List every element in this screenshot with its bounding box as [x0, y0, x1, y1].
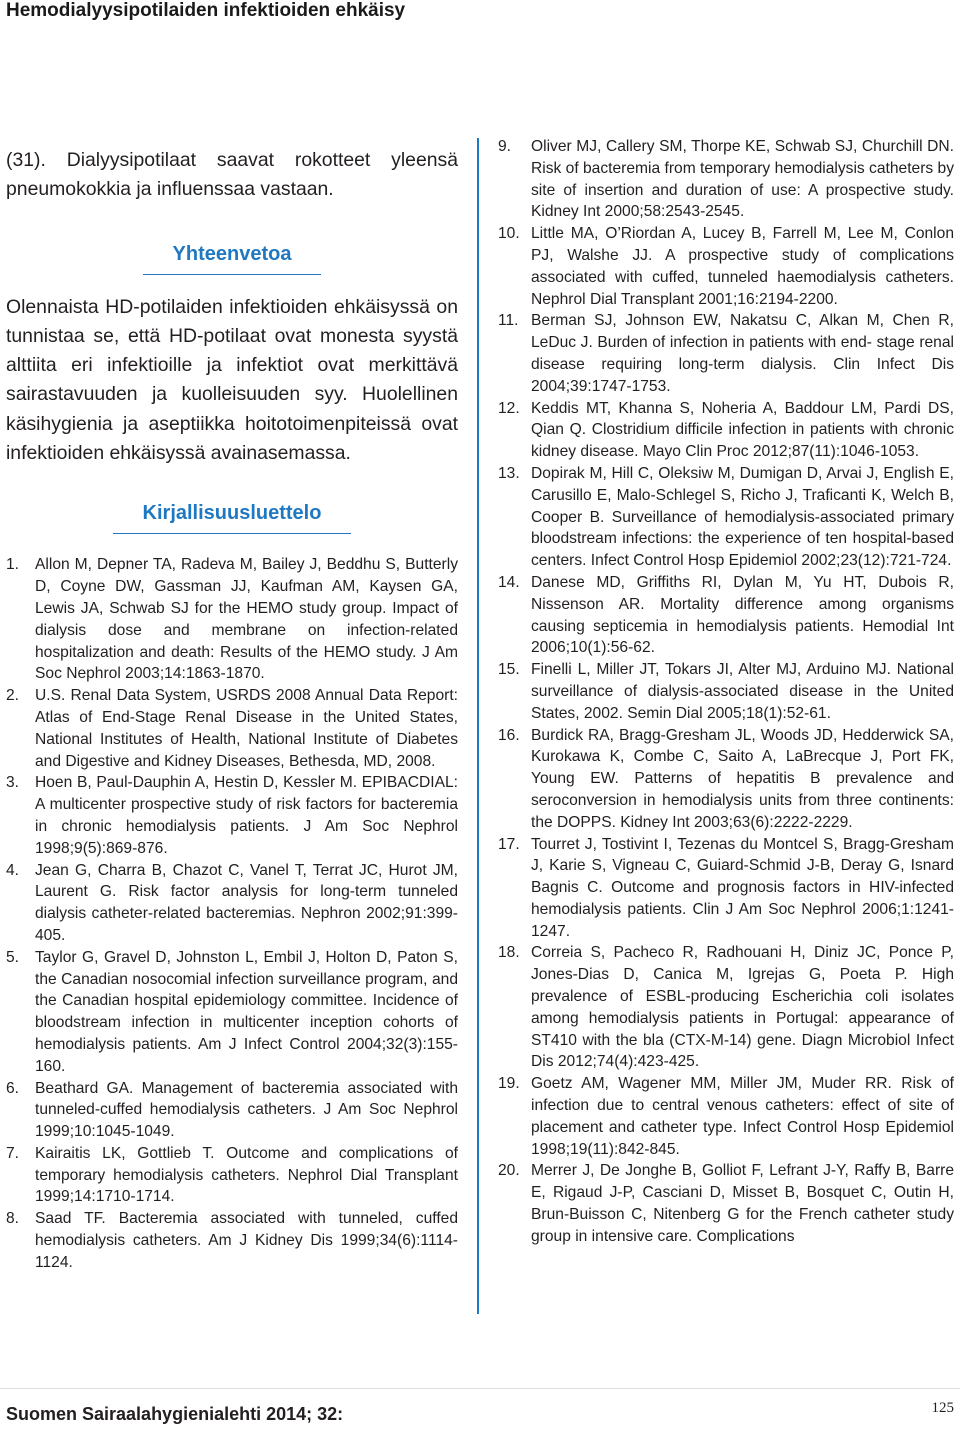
running-title: Hemodialyysipotilaiden infektioiden ehkäisy — [6, 0, 406, 21]
page-number: 125 — [931, 1400, 954, 1416]
reference-item: 9. Oliver MJ, Callery SM, Thorpe KE, Schwab SJ, Churchill DN. Risk of bacteremia from temporary hemodialysis catheters by site of insertion and duration of use: A prospective study. Kidney Int 2000;58:2543-2545. — [498, 138, 954, 221]
reference-list-right — [498, 136, 954, 1248]
summary-paragraph: Olennaista HD-potilaiden infektioiden ehkäisyssä on tunnistaa se, että HD-potilaat ovat monesta syystä alttiita eri infektioille ja infektiot ovat merkittävä sairastavuuden ja kuolleisuuden syy. Huolellinen käsihygienia ja aseptiikka hoitotoimenpiteissä ovat infektioiden ehkäisyssä avainasemassa. — [6, 295, 458, 465]
column-divider — [477, 138, 479, 1314]
journal-footer: Suomen Sairaalahygienialehti 2014; 32: — [6, 1404, 344, 1424]
reference-item: 8. Saad TF. Bacteremia associated with tunneled, cuffed hemodialysis catheters. Am J Kidney Dis 1999;34(6):1114-1124. — [6, 1210, 458, 1271]
reference-item: 3. Hoen B, Paul-Dauphin A, Hestin D, Kessler M. EPIBACDIAL: A multicenter prospective study of risk factors for bacteremia in chronic hemodialysis patients. J Am Soc Nephrol 1998;9(5):869-876. — [6, 774, 458, 857]
reference-item: 13. Dopirak M, Hill C, Oleksiw M, Dumigan D, Arvai J, English E, Carusillo E, Malo-Schlegel S, Richo J, Traficanti K, Welch B, Cooper B. Surveillance of hemodialysis-associated primary bloodstream infections: the experience of ten hospital-based centers. Infect Control Hosp Epidemiol 2002;23(12):721-724. — [498, 464, 954, 570]
summary-heading: Yhteenvetoa — [6, 243, 458, 275]
reference-item: 5. Taylor G, Gravel D, Johnston L, Embil J, Holton D, Paton S, the Canadian nosocomial infection surveillance program, and the Canadian hospital epidemiology committee. Incidence of bloodstream infection in multicenter inception cohorts of hemodialysis patients. Am J Infect Control 2004;32(3):155-160. — [6, 948, 458, 1075]
references-heading: Kirjallisuusluettelo — [6, 502, 458, 534]
reference-item: 17. Tourret J, Tostivint I, Tezenas du Montcel S, Bragg-Gresham J, Karie S, Vigneau C, Guiard-Schmid J-B, Deray G, Isnard Bagnis C. Outcome and prognosis factors in HIV-infected hemodialysis patients. Clin J Am Soc Nephrol 2006;1:1241-1247. — [498, 835, 954, 940]
reference-item: 2. U.S. Renal Data System, USRDS 2008 Annual Data Report: Atlas of End-Stage Renal Disease in the United States, National Institutes of Health, National Institute of Diabetes and Digestive and Kidney Diseases, Bethesda, MD, 2008. — [6, 687, 458, 770]
reference-item: 14. Danese MD, Griffiths RI, Dylan M, Yu HT, Dubois R, Nissenson AR. Mortality difference among organisms causing septicemia in hemodialysis patients. Hemodial Int 2006;10(1):56-62. — [498, 573, 954, 657]
intro-paragraph: (31). Dialyysipotilaat saavat rokotteet yleensä pneumokokkia ja influenssaa vastaan. — [6, 149, 458, 201]
reference-item: 19. Goetz AM, Wagener MM, Miller JM, Muder RR. Risk of infection due to central venous catheters: effect of site of placement and catheter type. Infect Control Hosp Epidemiol 1998;19(11):842-845. — [498, 1075, 954, 1158]
reference-item: 1. Allon M, Depner TA, Radeva M, Bailey J, Beddhu S, Butterly D, Coyne DW, Gassman JJ, Kaufman AM, Kaysen GA, Lewis JA, Schwab SJ for the HEMO study group. Impact of dialysis dose and membrane on infection-related hospitalization and death: Results of the HEMO study. J Am Soc Nephrol 2003;14:1863-1870. — [6, 556, 458, 683]
reference-item: 15. Finelli L, Miller JT, Tokars JI, Alter MJ, Arduino MJ. National surveillance of dialysis-associated disease in the United States, 2002. Semin Dial 2005;18(1):52-61. — [498, 661, 954, 722]
reference-list-left — [6, 554, 458, 1273]
reference-item: 20. Merrer J, De Jonghe B, Golliot F, Lefrant J-Y, Raffy B, Barre E, Rigaud J-P, Casciani D, Misset B, Bosquet C, Outin H, Brun-Buisson C, Nitenberg G for the French catheter study group in intensive care. Complications — [498, 1162, 954, 1245]
reference-item: 16. Burdick RA, Bragg-Gresham JL, Woods JD, Hedderwick SA, Kurokawa K, Combe C, Saito A, LaBrecque J, Port FK, Young EW. Patterns of hepatitis B prevalence and seroconversion in hemodialysis units from three continents: the DOPPS. Kidney Int 2003;63(6):2222-2229. — [498, 726, 954, 831]
left-column — [6, 146, 458, 1274]
right-column — [498, 136, 954, 1248]
reference-item: 10. Little MA, O’Riordan A, Lucey B, Farrell M, Lee M, Conlon PJ, Walshe JJ. A prospective study of complications associated with cuffed, tunneled haemodialysis catheters. Nephrol Dial Transplant 2001;16:2194-2200. — [498, 225, 954, 308]
reference-item: 7. Kairaitis LK, Gottlieb T. Outcome and complications of temporary hemodialysis catheters. Nephrol Dial Transplant 1999;14:1710-1714. — [6, 1144, 458, 1206]
reference-item: 4. Jean G, Charra B, Chazot C, Vanel T, Terrat JC, Hurot JM, Laurent G. Risk factor analysis for long-term tunneled dialysis catheter-related bacteremias. Nephron 2002;91:399-405. — [6, 861, 458, 944]
reference-item: 18. Correia S, Pacheco R, Radhouani H, Diniz JC, Ponce P, Jones-Dias D, Canica M, Igrejas G, Poeta P. High prevalence of ESBL-producing Escherichia coli isolates among hemodialysis patients in Portugal: appearance of ST410 with the bla (CTX-M-14) gene. Diagn Microbiol Infect Dis 2012;74(4):423-425. — [498, 944, 954, 1071]
footer-divider — [0, 1388, 960, 1389]
reference-item: 12. Keddis MT, Khanna S, Noheria A, Baddour LM, Pardi DS, Qian Q. Clostridium difficile infection in patients with chronic kidney disease. Mayo Clin Proc 2012;87(11):1046-1053. — [498, 399, 954, 461]
reference-item: 11. Berman SJ, Johnson EW, Nakatsu C, Alkan M, Chen R, LeDuc J. Burden of infection in patients with end- stage renal disease requiring long-term dialysis. Clin Infect Dis 2004;39:1747-1753. — [498, 312, 954, 395]
reference-item: 6. Beathard GA. Management of bacteremia associated with tunneled-cuffed hemodialysis catheters. J Am Soc Nephrol 1999;10:1045-1049. — [6, 1079, 458, 1141]
